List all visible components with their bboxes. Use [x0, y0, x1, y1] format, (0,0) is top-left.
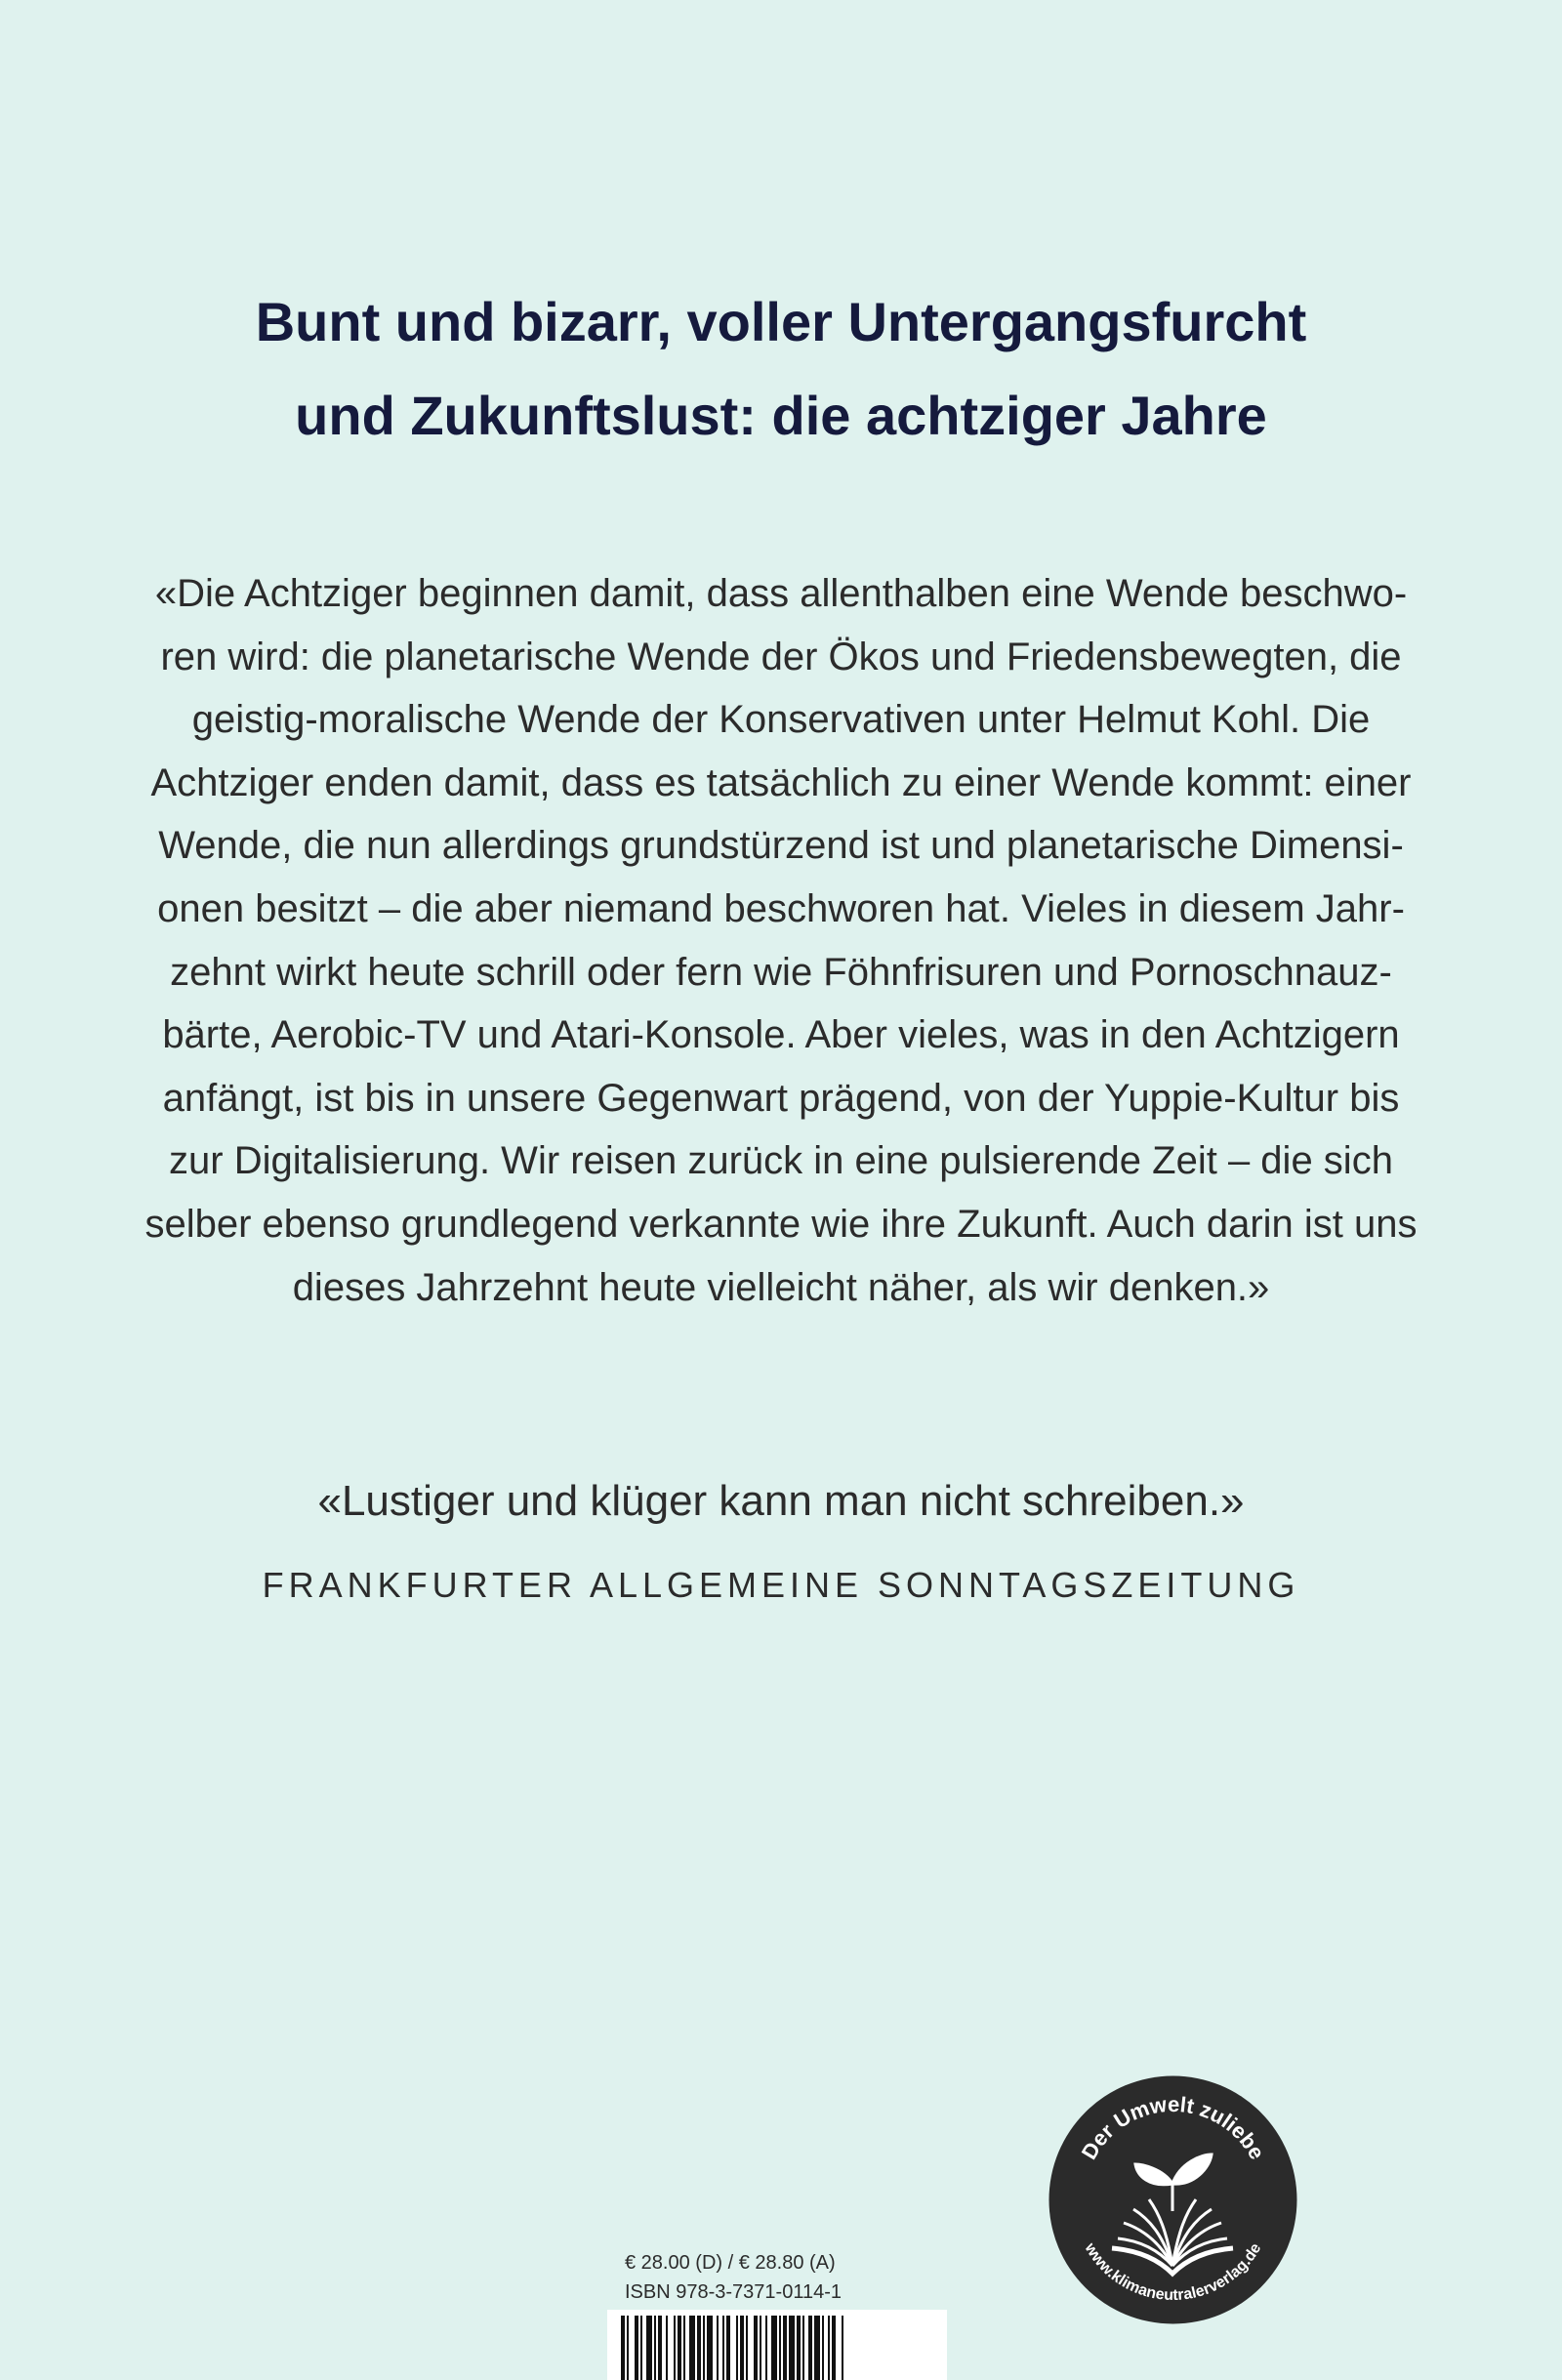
barcode-bar [832, 2316, 836, 2380]
blurb-line: «Die Achtziger beginnen damit, dass allenthalben eine Wende beschwo- [154, 572, 1408, 615]
barcode-bar [765, 2316, 767, 2380]
barcode-bar [760, 2316, 761, 2380]
barcode-bar [746, 2316, 748, 2380]
barcode-bar [678, 2316, 681, 2380]
barcode-bar [754, 2316, 758, 2380]
barcode-bar [689, 2316, 695, 2380]
blurb-line: Achtziger enden damit, dass es tatsächlich zu einer Wende kommt: einer [150, 760, 1412, 804]
blurb-line: dieses Jahrzehnt heute vielleicht näher, als wir denken.» [292, 1265, 1270, 1309]
blurb-line: zehnt wirkt heute schrill oder fern wie Föhnfrisuren und Pornoschnauz- [170, 950, 1392, 994]
barcode-bar [802, 2316, 804, 2380]
blurb-line: selber ebenso grundlegend verkannte wie ihre Zukunft. Auch darin ist uns [144, 1202, 1418, 1246]
barcode-bar [726, 2316, 730, 2380]
barcode-bar [697, 2316, 701, 2380]
barcode-bar [707, 2316, 713, 2380]
barcode-bar [674, 2316, 676, 2380]
headline [0, 275, 1562, 463]
barcode-bar [736, 2316, 738, 2380]
blurb-line: geistig-moralische Wende der Konservativen unter Helmut Kohl. Die [191, 698, 1371, 742]
isbn-label: ISBN 978-3-7371-0114-1 [625, 2281, 842, 2303]
barcode [607, 2310, 947, 2380]
price-label: € 28.00 (D) / € 28.80 (A) [625, 2252, 836, 2274]
blurb-line: ren wird: die planetarische Wende der Ökos und Friedensbewegten, die [160, 635, 1402, 678]
barcode-bar [783, 2316, 787, 2380]
barcode-bar [771, 2316, 777, 2380]
blurb-line: Wende, die nun allerdings grundstürzend ist und planetarische Dimensi- [158, 824, 1404, 868]
blurb-line: zur Digitalisierung. Wir reisen zurück in eine pulsierende Zeit – die sich [169, 1139, 1393, 1183]
blurb-line: bärte, Aerobic-TV und Atari-Konsole. Aber vieles, was in den Achtzigern [162, 1013, 1400, 1057]
barcode-bar [842, 2316, 843, 2380]
review-source: FRANKFURTER ALLGEMEINE SONNTAGSZEITUNG [262, 1565, 1300, 1605]
barcode-bar [703, 2316, 705, 2380]
barcode-bar [654, 2316, 656, 2380]
barcode-bar [822, 2316, 824, 2380]
barcode-bar [717, 2316, 719, 2380]
barcode-bar [646, 2316, 652, 2380]
blurb-line: anfängt, ist bis in unsere Gegenwart prägend, von der Yuppie-Kultur bis [162, 1076, 1400, 1120]
blurb-text [127, 562, 1435, 1319]
headline-line-2: und Zukunftslust: die achtziger Jahre [295, 385, 1267, 446]
barcode-bar [635, 2316, 638, 2380]
barcode-bars [607, 2310, 947, 2380]
barcode-bar [627, 2316, 629, 2380]
barcode-bar [779, 2316, 781, 2380]
barcode-bar [722, 2316, 724, 2380]
barcode-bar [621, 2316, 625, 2380]
seal-top-text: Der Umwelt zuliebe [1076, 2091, 1270, 2164]
climate-neutral-seal [1048, 2074, 1298, 2325]
barcode-bar [740, 2316, 744, 2380]
barcode-bar [797, 2316, 801, 2380]
barcode-bar [814, 2316, 820, 2380]
blurb-line: onen besitzt – die aber niemand beschworen hat. Vieles in diesem Jahr- [157, 886, 1405, 930]
barcode-bar [808, 2316, 812, 2380]
barcode-bar [666, 2316, 668, 2380]
barcode-bar [658, 2316, 662, 2380]
review-quote: «Lustiger und klüger kann man nicht schreiben.» [317, 1477, 1245, 1525]
barcode-bar [683, 2316, 685, 2380]
headline-line-1: Bunt und bizarr, voller Untergangsfurcht [255, 291, 1307, 352]
barcode-bar [828, 2316, 830, 2380]
seal-bottom-text: www.klimaneutralerverlag.de [1081, 2240, 1265, 2305]
barcode-bar [640, 2316, 642, 2380]
seal-graphic [1048, 2074, 1298, 2325]
barcode-bar [789, 2316, 795, 2380]
